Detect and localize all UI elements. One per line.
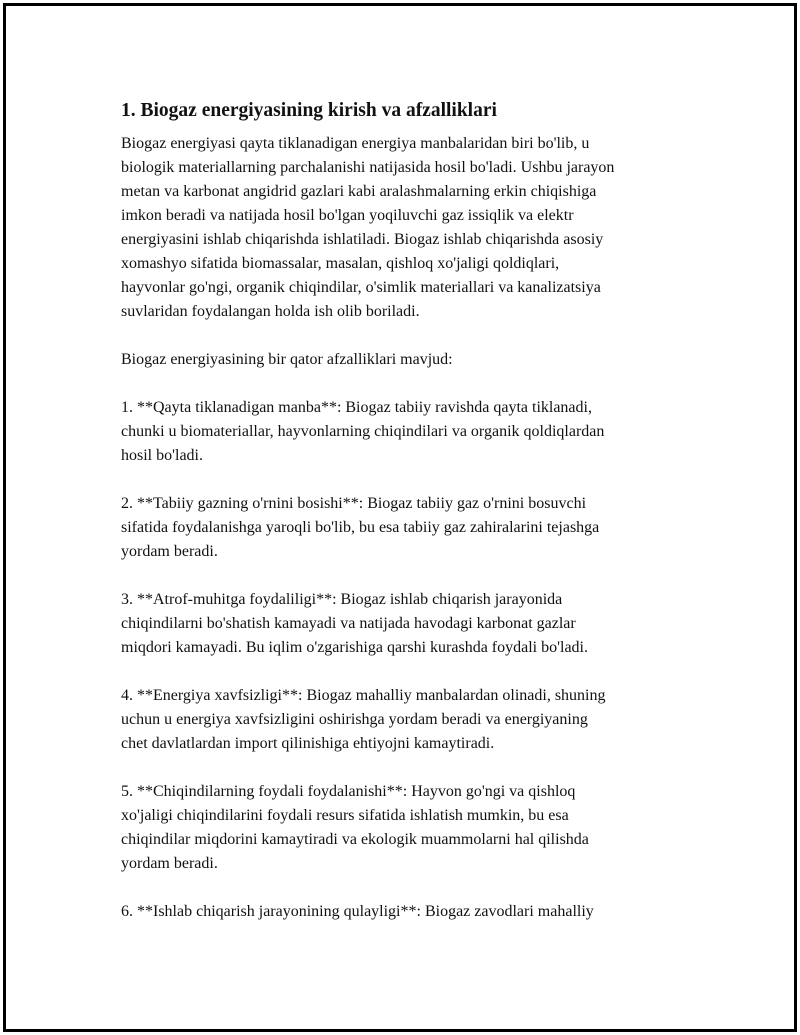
advantages-lead: Biogaz energiyasining bir qator afzalliklari mavjud: bbox=[121, 351, 453, 368]
advantage-item-4: 4. **Energiya xavfsizligi**: Biogaz mahalliy manbalardan olinadi, shuning uchun u energiya xavfsizligini oshirishga yordam beradi va energiyaning chet davlatlardan import qilinishiga ehtiyojni kamaytiradi. bbox=[121, 687, 606, 752]
intro-paragraph: Biogaz energiyasi qayta tiklanadigan energiya manbalaridan biri bo'lib, u biologik materiallarning parchalanishi natijasida hosil bo'ladi. Ushbu jarayon metan va karbonat angidrid gazlari kabi aralashmalarning erkin chiqishiga imkon beradi va natijada hosil bo'lgan yoqiluvchi gaz issiqlik va elektr energiyasini ishlab chiqarishda ishlatiladi. Biogaz ishlab chiqarishda asosiy xomashyo sifatida biomassalar, masalan, qishloq xo'jaligi qoldiqlari, hayvonlar go'ngi, organik chiqindilar, o'simlik materiallari va kanalizatsiya suvlaridan foydalangan holda ish olib boriladi. bbox=[121, 135, 615, 320]
advantage-item-2: 2. **Tabiiy gazning o'rnini bosishi**: Biogaz tabiiy gaz o'rnini bosuvchi sifatida foydalanishga yaroqli bo'lib, bu esa tabiiy gaz zahiralarini tejashga yordam beradi. bbox=[121, 495, 600, 560]
section-title: 1. Biogaz energiyasining kirish va afzalliklari bbox=[121, 100, 497, 121]
advantage-item-3: 3. **Atrof-muhitga foydaliligi**: Biogaz ishlab chiqarish jarayonida chiqindilarni bo'shatish kamayadi va natijada havodagi karbonat gazlar miqdori kamayadi. Bu iqlim o'zgarishiga qarshi kurashda foydali bo'ladi. bbox=[121, 591, 588, 656]
advantage-item-5: 5. **Chiqindilarning foydali foydalanishi**: Hayvon go'ngi va qishloq xo'jaligi chiqindilarini foydali resurs sifatida ishlatish mumkin, bu esa chiqindilar miqdorini kamaytiradi va ekologik muammolarni hal qilishda yordam beradi. bbox=[121, 783, 589, 872]
document-body bbox=[121, 98, 711, 948]
page-frame bbox=[3, 3, 797, 1032]
advantage-item-1: 1. **Qayta tiklanadigan manba**: Biogaz tabiiy ravishda qayta tiklanadi, chunki u biomateriallar, hayvonlarning chiqindilari va organik qoldiqlardan hosil bo'ladi. bbox=[121, 399, 605, 464]
advantage-item-6: 6. **Ishlab chiqarish jarayonining qulayligi**: Biogaz zavodlari mahalliy bbox=[121, 903, 594, 920]
